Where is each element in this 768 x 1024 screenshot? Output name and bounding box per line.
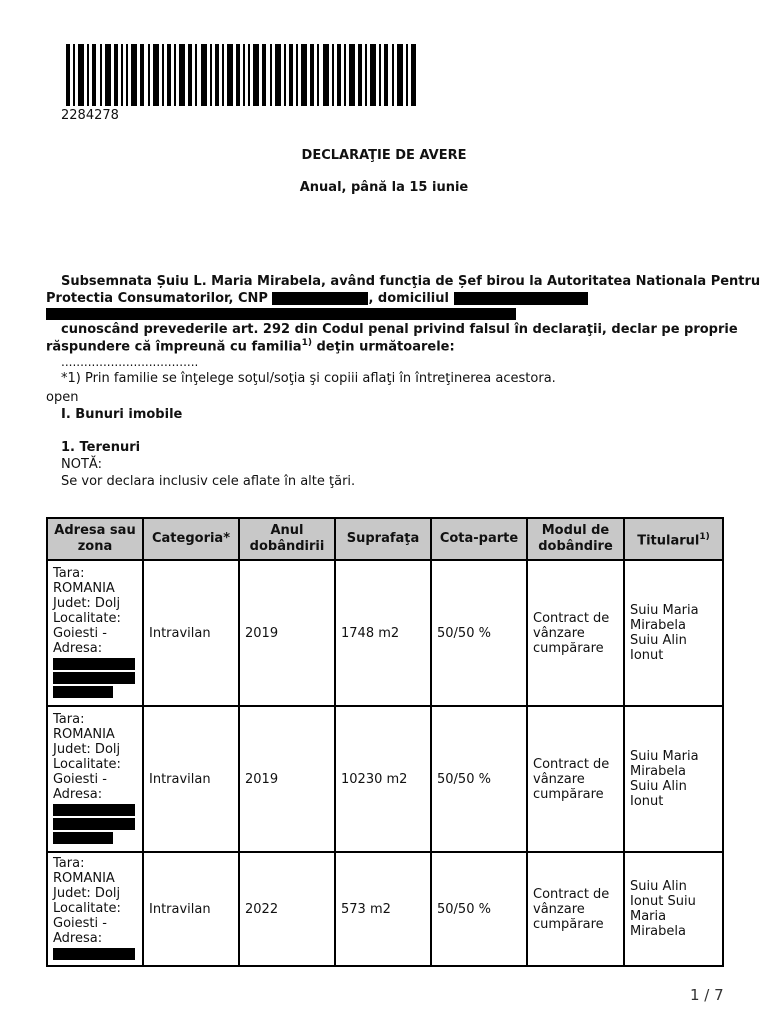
document-title: DECLARAŢIE DE AVERE — [301, 148, 467, 163]
redaction-box — [53, 686, 113, 698]
cell-share: 50/50 % — [431, 852, 527, 966]
cell-category: Intravilan — [143, 852, 239, 966]
intro-line-1: Subsemnata Șuiu L. Maria Mirabela, având funcţia de Șef birou la Autoritatea Nationala Pentru — [61, 274, 761, 289]
cell-mode: Contract de vânzare cumpărare — [527, 560, 624, 706]
cell-area: 573 m2 — [335, 852, 431, 966]
table-row — [47, 560, 723, 706]
cell-area: 1748 m2 — [335, 560, 431, 706]
header-year: Anul dobândirii — [239, 518, 335, 560]
subsection-title: 1. Terenuri — [61, 440, 141, 455]
cell-year: 2019 — [239, 706, 335, 852]
header-share: Cota-parte — [431, 518, 527, 560]
cell-share: 50/50 % — [431, 706, 527, 852]
redaction-box — [53, 804, 135, 816]
intro-domicile-label: , domiciliul — [368, 291, 449, 306]
intro-family-text: răspundere că împreună cu familia — [46, 339, 302, 355]
redaction-box — [53, 818, 135, 830]
table-header-row — [47, 518, 723, 560]
header-category: Categoria* — [143, 518, 239, 560]
note-label: NOTĂ: — [61, 457, 102, 472]
redaction-box — [53, 658, 135, 670]
redaction-box — [272, 292, 368, 305]
barcode-number: 2284278 — [61, 108, 119, 123]
redaction-box — [46, 308, 516, 320]
intro-cnp-label: Protectia Consumatorilor, CNP — [46, 291, 268, 306]
intro-line-4: cunoscând prevederile art. 292 din Codul penal privind falsul în declaraţii, declar pe proprie — [61, 322, 738, 337]
dotted-line: .................................... — [61, 355, 199, 369]
footnote-ref: 1) — [301, 338, 312, 348]
header-holder-label: Titularul — [637, 533, 700, 549]
cell-mode: Contract de vânzare cumpărare — [527, 852, 624, 966]
footnote-ref: 1) — [699, 531, 710, 542]
table-row — [47, 852, 723, 966]
footnote-text: *1) Prin familie se înţelege soţul/soţia şi copiii aflaţi în întreţinerea acestora. — [61, 371, 556, 386]
redaction-box — [454, 292, 588, 305]
cell-share: 50/50 % — [431, 560, 527, 706]
table-row — [47, 706, 723, 852]
header-area: Suprafaţa — [335, 518, 431, 560]
cell-holder: Suiu Alin Ionut Suiu Maria Mirabela — [624, 852, 723, 966]
cell-address — [47, 706, 143, 852]
cell-year: 2022 — [239, 852, 335, 966]
address-text: Tara: ROMANIA Judet: Dolj Localitate: Goiesti - Adresa: — [53, 712, 121, 802]
cell-holder: Suiu Maria Mirabela Suiu Alin Ionut — [624, 560, 723, 706]
land-table — [46, 517, 724, 967]
address-text: Tara: ROMANIA Judet: Dolj Localitate: Goiesti - Adresa: — [53, 856, 121, 946]
cell-category: Intravilan — [143, 560, 239, 706]
cell-address — [47, 852, 143, 966]
cell-address — [47, 560, 143, 706]
header-holder — [624, 518, 723, 560]
open-marker: open — [46, 390, 79, 405]
cell-holder: Suiu Maria Mirabela Suiu Alin Ionut — [624, 706, 723, 852]
intro-line-2 — [46, 291, 588, 306]
address-text: Tara: ROMANIA Judet: Dolj Localitate: Goiesti - Adresa: — [53, 566, 121, 656]
section-title: I. Bunuri imobile — [61, 407, 183, 422]
intro-end-text: deţin următoarele: — [311, 339, 455, 355]
redaction-box — [53, 948, 135, 960]
cell-category: Intravilan — [143, 706, 239, 852]
barcode-image — [66, 44, 416, 106]
redaction-box — [53, 832, 113, 844]
page-number: 1 / 7 — [690, 986, 724, 1004]
cell-area: 10230 m2 — [335, 706, 431, 852]
header-mode: Modul de dobândire — [527, 518, 624, 560]
header-address: Adresa sau zona — [47, 518, 143, 560]
intro-line-5 — [46, 338, 455, 354]
document-subtitle: Anual, până la 15 iunie — [299, 180, 469, 195]
cell-mode: Contract de vânzare cumpărare — [527, 706, 624, 852]
cell-year: 2019 — [239, 560, 335, 706]
redaction-box — [53, 672, 135, 684]
note-text: Se vor declara inclusiv cele aflate în alte ţări. — [61, 474, 356, 489]
